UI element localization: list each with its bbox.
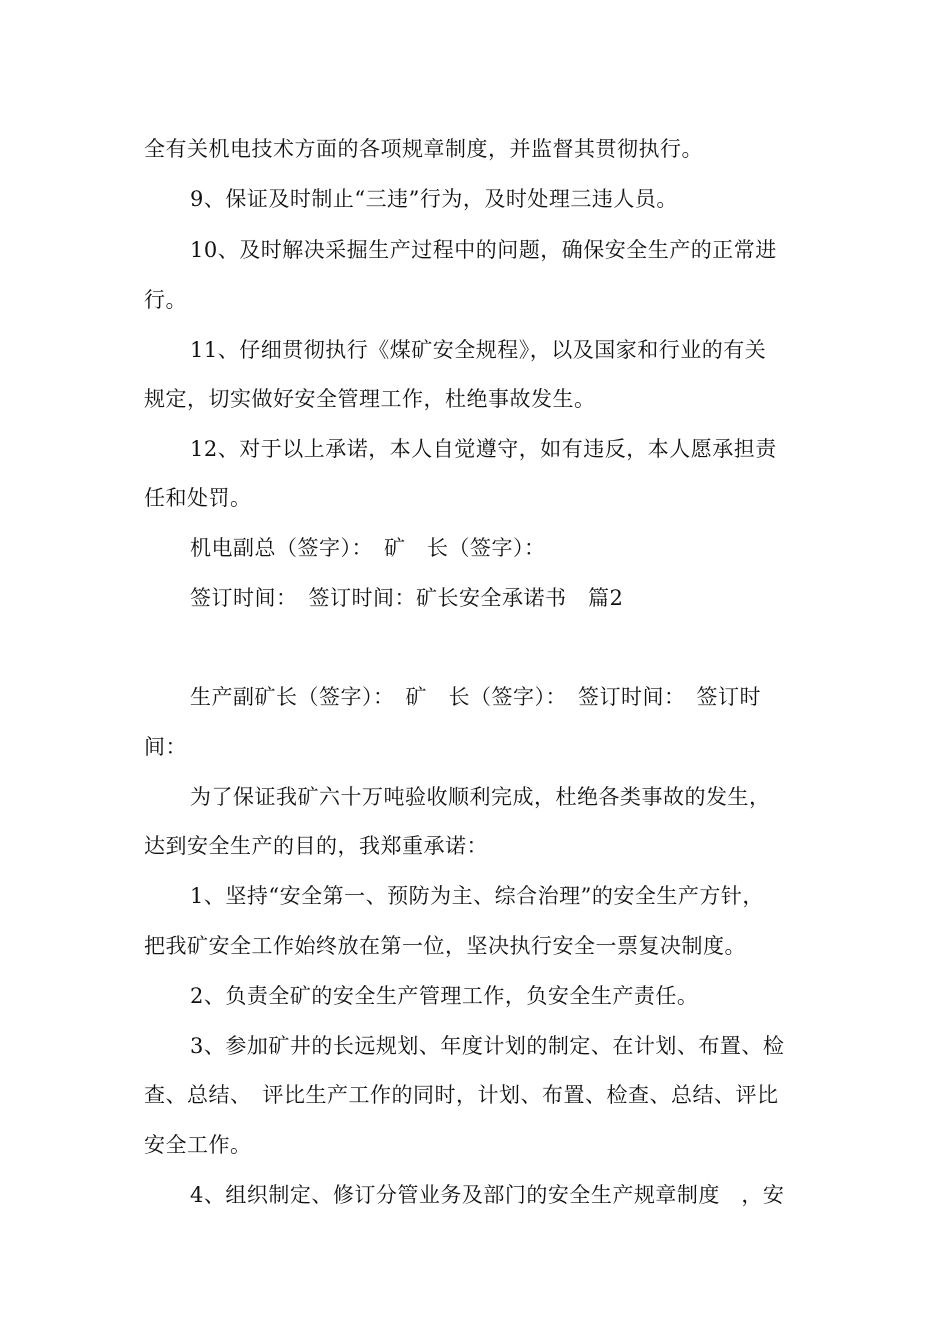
text-line: 任和处罚。 xyxy=(144,486,252,510)
text-line: 12、对于以上承诺，本人自觉遵守，如有违反，本人愿承担责 xyxy=(190,437,777,461)
text-line: 11、仔细贯彻执行《煤矿安全规程》，以及国家和行业的有关 xyxy=(190,338,767,362)
text-line: 3、参加矿井的长远规划、年度计划的制定、在计划、布置、检 xyxy=(190,1034,785,1058)
text-line: 规定，切实做好安全管理工作，杜绝事故发生。 xyxy=(144,387,596,411)
text-line: 查、总结、 评比生产工作的同时，计划、布置、检查、总结、评比 xyxy=(144,1083,779,1107)
text-line: 4、组织制定、修订分管业务及部门的安全生产规章制度 ，安 xyxy=(190,1183,785,1207)
text-line: 为了保证我矿六十万吨验收顺利完成，杜绝各类事故的发生， xyxy=(190,785,771,809)
signature-line: 生产副矿长（签字）： 矿 长（签字）： 签订时间： 签订时 xyxy=(190,685,761,709)
signature-line: 机电副总（签字）： 矿 长（签字）： xyxy=(190,536,546,560)
date-line: 签订时间： 签订时间：矿长安全承诺书 篇2 xyxy=(190,586,624,610)
text-line: 把我矿安全工作始终放在第一位，坚决执行安全一票复决制度。 xyxy=(144,934,746,958)
text-line: 行。 xyxy=(144,288,187,312)
text-line: 达到安全生产的目的，我郑重承诺： xyxy=(144,834,488,858)
text-line: 间： xyxy=(144,735,187,759)
text-line: 10、及时解决采掘生产过程中的问题，确保安全生产的正常进 xyxy=(190,238,777,262)
text-line: 2、负责全矿的安全生产管理工作，负安全生产责任。 xyxy=(190,984,699,1008)
text-line: 全有关机电技术方面的各项规章制度，并监督其贯彻执行。 xyxy=(144,137,703,161)
text-line: 9、保证及时制止“三违”行为，及时处理三违人员。 xyxy=(190,187,678,211)
text-line: 安全工作。 xyxy=(144,1133,252,1157)
text-line: 1、坚持“安全第一、预防为主、综合治理”的安全生产方针， xyxy=(190,884,764,908)
